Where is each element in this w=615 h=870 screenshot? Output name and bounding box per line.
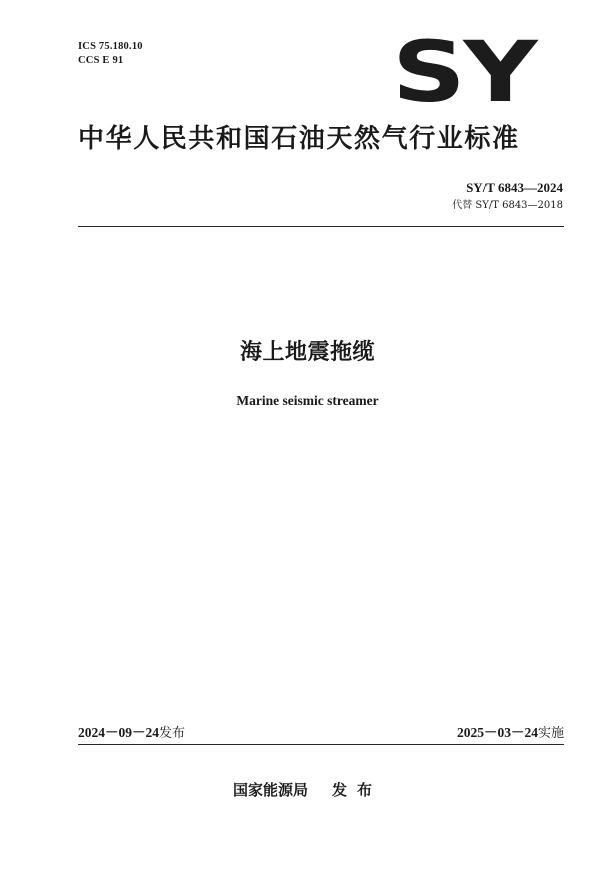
implementation-date: 2025－03－24 [456, 725, 538, 740]
issuer-name: 国家能源局 [232, 781, 308, 799]
bottom-divider [78, 744, 564, 745]
issue-label: 发布 [159, 726, 186, 741]
ics-code: ICS 75.180.10 [78, 41, 143, 52]
standard-number: SY/T 6843—2024 [466, 180, 563, 195]
issue-date: 2024－09－24 [78, 725, 159, 740]
issuer-action: 发布 [332, 781, 383, 799]
title-english: Marine seismic streamer [236, 393, 379, 408]
issuer-line [0, 780, 615, 800]
title-chinese: 海上地震拖缆 [239, 340, 375, 365]
issue-date-line [78, 725, 185, 742]
ccs-code: CCS E 91 [78, 55, 124, 66]
replaces-standard: 代替 SY/T 6843—2018 [452, 200, 563, 211]
sy-logo: SY [392, 23, 536, 121]
standard-category-heading: 中华人民共和国石油天然气行业标准 [78, 124, 520, 154]
top-divider [78, 226, 564, 227]
implementation-label: 实施 [537, 726, 564, 741]
implementation-date-line [457, 725, 564, 742]
